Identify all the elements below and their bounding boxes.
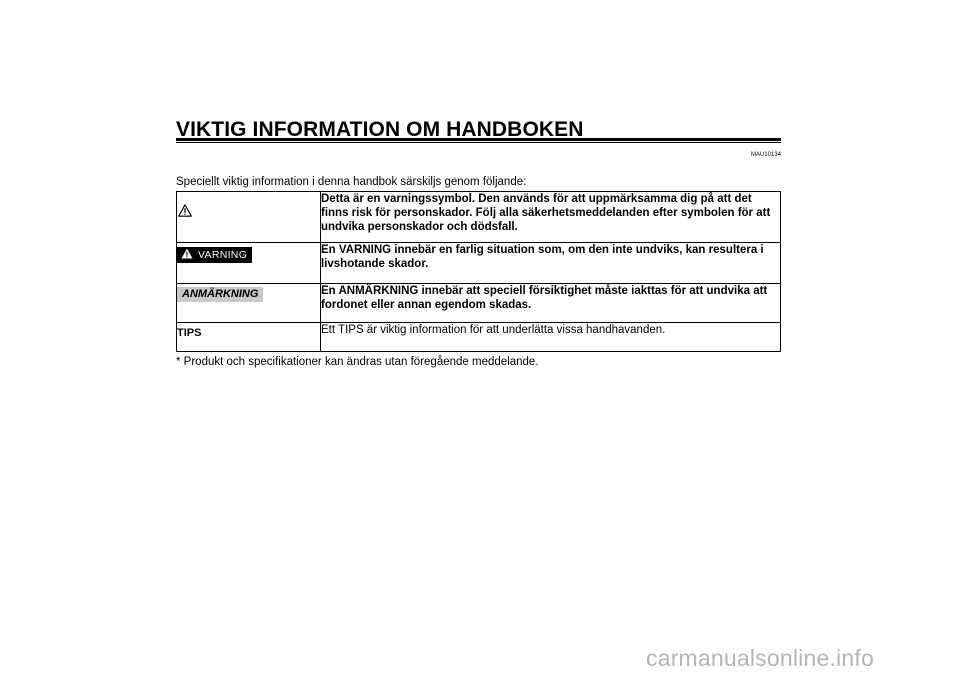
table-row-warning-symbol <box>177 192 781 243</box>
information-table <box>176 191 781 352</box>
symbol-cell <box>177 284 321 323</box>
symbol-cell <box>177 323 321 352</box>
watermark: carmanualsonline.info <box>646 645 874 671</box>
anmarkning-label: ANMÄRKNING <box>177 287 263 302</box>
varning-description: En VARNING innebär en farlig situation som, om den inte undviks, kan resultera i livshotande skador. <box>321 243 781 284</box>
warning-triangle-icon <box>181 248 193 262</box>
table-row-anmarkning <box>177 284 781 323</box>
varning-badge <box>177 247 252 263</box>
tips-label: TIPS <box>177 327 202 339</box>
page-title: VIKTIG INFORMATION OM HANDBOKEN <box>176 118 584 141</box>
document-code: MAU10134 <box>750 152 781 158</box>
intro-text: Speciellt viktig information i denna handbok särskiljs genom följande: <box>176 176 527 188</box>
title-rule <box>176 138 781 143</box>
warning-triangle-icon <box>178 204 192 222</box>
symbol-cell <box>177 192 321 243</box>
warning-symbol-description: Detta är en varningssymbol. Den används för att uppmärksamma dig på att det finns risk för personskador. Följ alla säkerhetsmeddelanden efter symbolen för att undvika personskador och dödsfall. <box>321 192 781 243</box>
table-row-tips <box>177 323 781 352</box>
anmarkning-description: En ANMÄRKNING innebär att speciell försiktighet måste iakttas för att undvika att fordonet eller annan egendom skadas. <box>321 284 781 323</box>
symbol-cell <box>177 243 321 284</box>
varning-label: VARNING <box>198 249 248 261</box>
table-row-varning <box>177 243 781 284</box>
tips-description: Ett TIPS är viktig information för att underlätta vissa handhavanden. <box>321 323 781 352</box>
footnote: * Produkt och specifikationer kan ändras utan föregående meddelande. <box>176 356 539 368</box>
